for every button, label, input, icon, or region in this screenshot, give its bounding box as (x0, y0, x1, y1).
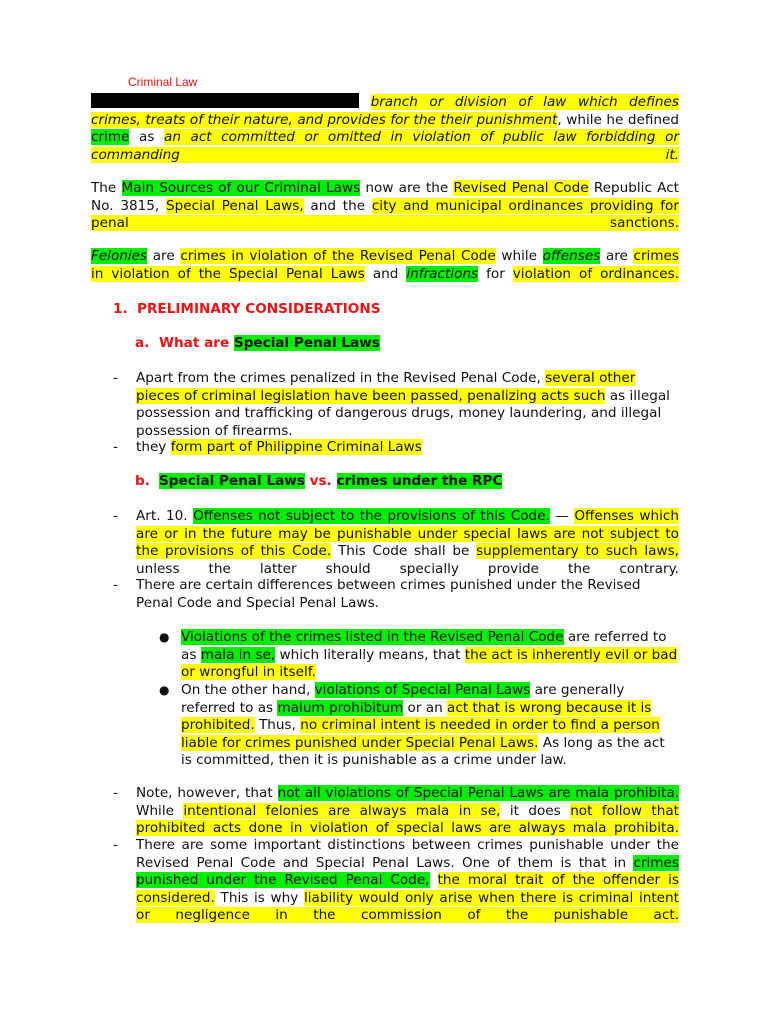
dash-marker: - (113, 577, 118, 593)
section-heading-comparison: b. Special Penal Laws vs. crimes under the RPC (135, 473, 503, 489)
bullet-marker: ● (159, 683, 170, 697)
dash-marker: - (113, 785, 118, 801)
dash-marker: - (113, 370, 118, 386)
bullet-item: ● On the other hand, violations of Special Penal Laws are generally referred to as malum prohibitum or an act that is wrong because it is prohibited. Thus, no criminal intent is needed in order to find a person liable for crimes punished under Special Penal Laws. As long as the act is committed, then it is punishable as a crime under law. (159, 682, 665, 768)
list-item: - There are some important distinctions between crimes punishable under the Revised Penal Code and Special Penal Laws. One of them is that in crimes punished under the Revised Penal Code, the moral trait of the offender is considered. This is why liability would only arise when there is criminal intent or negligence in the commission of the punishable act. (113, 837, 679, 923)
list-item: - Note, however, that not all violations of Special Penal Laws are mala prohibita. While intentional felonies are always mala in se, it does not follow that prohibited acts done in violation of special laws are always mala prohibita. (113, 785, 679, 836)
dash-marker: - (113, 508, 118, 524)
bullet-marker: ● (159, 630, 170, 644)
document-header: Criminal Law (128, 75, 198, 89)
dash-marker: - (113, 837, 118, 853)
sources-paragraph: The Main Sources of our Criminal Laws now are the Revised Penal Code Republic Act No. 3815, Special Penal Laws, and the city and municipal ordinances providing for penal sanctions. (91, 180, 680, 231)
list-item: - Art. 10. Offenses not subject to the provisions of this Code. — Offenses which are or in the future may be punishable under special laws are not subject to the provisions of this Code. This Code shall be supplementary to such laws, unless the latter should specially provide the contrary. (113, 508, 679, 577)
bullet-item: ● Violations of the crimes listed in the Revised Penal Code are referred to as mala in se, which literally means, that the act is inherently evil or bad or wrongful in itself. (159, 629, 678, 680)
felonies-paragraph: Felonies are crimes in violation of the Revised Penal Code while offenses are crimes in violation of the Special Penal Laws and infractions for violation of ordinances. (91, 248, 679, 282)
list-item: - There are certain differences between crimes punished under the Revised Penal Code and Special Penal Laws. (113, 577, 641, 611)
section-heading-special-penal-laws: a. What are Special Penal Laws (135, 335, 380, 351)
dash-marker: - (113, 439, 118, 455)
list-item: - Apart from the crimes penalized in the Revised Penal Code, several other pieces of criminal legislation have been passed, penalizing acts such as illegal possession and trafficking of dangerous drugs, money laundering, and illegal possession of firearms. (113, 370, 670, 439)
section-heading-preliminary: 1. PRELIMINARY CONSIDERATIONS (113, 301, 381, 317)
redaction-bar (91, 93, 359, 108)
list-item: - they form part of Philippine Criminal Laws (113, 439, 422, 455)
intro-paragraph: branch or division of law which defines crimes, treats of their nature, and provides for the their punishment, while he defined crime as an act committed or omitted in violation of public law forbidding or commanding it. (91, 94, 680, 163)
